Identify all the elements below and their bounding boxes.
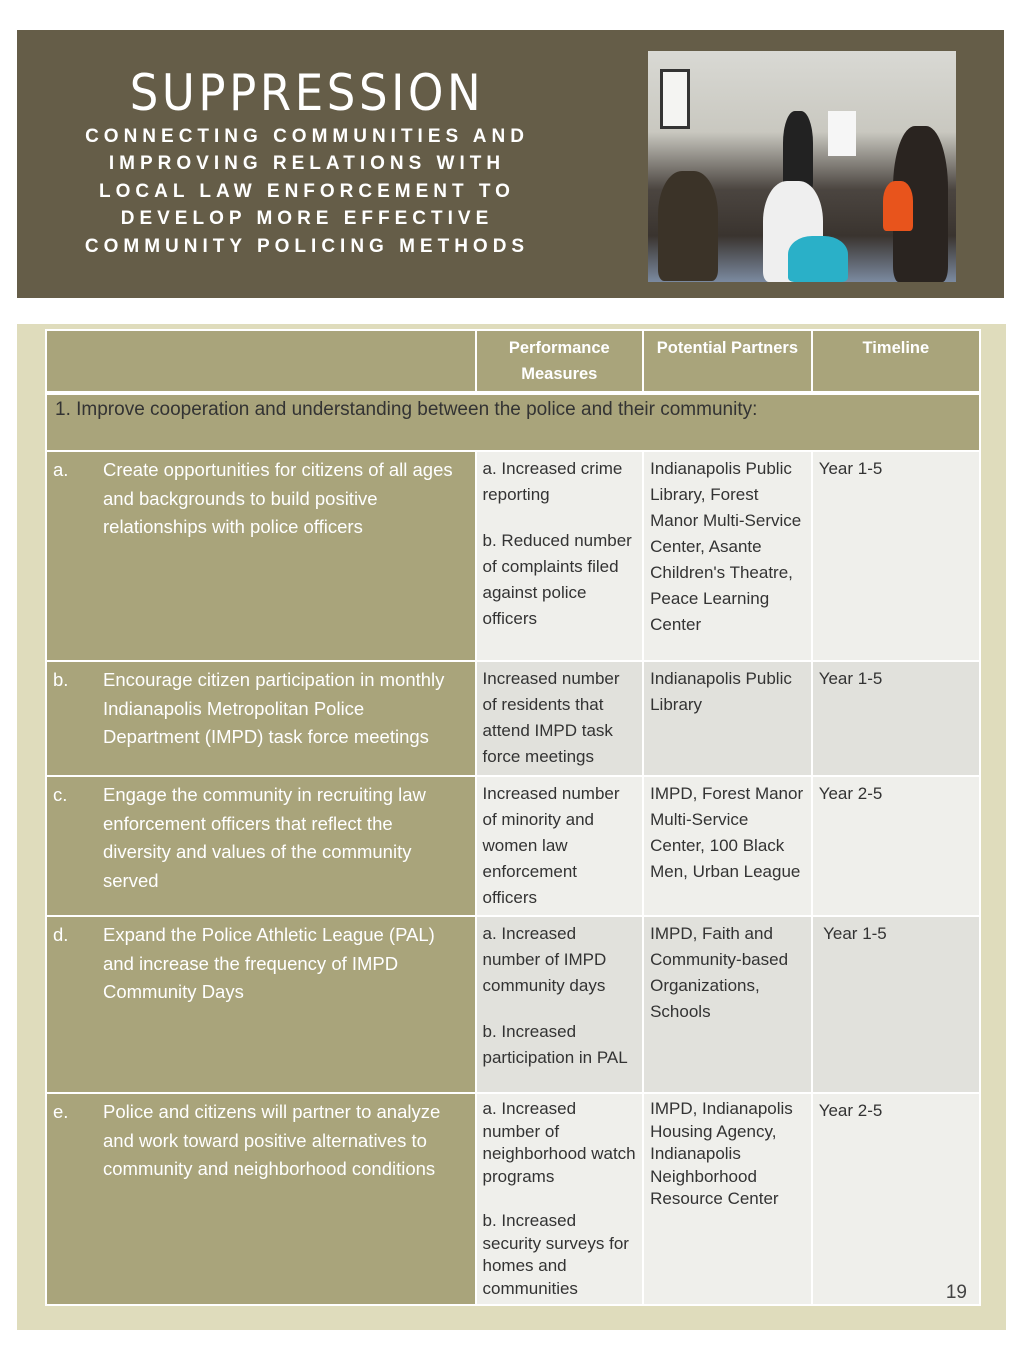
table-row — [46, 451, 980, 661]
measure-item: a. Increased number of IMPD community days — [482, 924, 607, 995]
strategy-cell — [46, 451, 476, 661]
timeline-cell: Year 2-5 — [812, 1093, 980, 1305]
partners-cell: IMPD, Forest Manor Multi-Service Center, 100 Black Men, Urban League — [643, 776, 812, 916]
measures-cell — [476, 661, 644, 776]
measure-item: b. Reduced number of complaints filed against police officers — [482, 531, 632, 628]
strategy-text: Encourage citizen participation in monthly Indianapolis Metropolitan Police Department (IMPD) task force meetings — [103, 669, 445, 748]
measure-item: Increased number of residents that attend IMPD task force meetings — [482, 669, 620, 766]
strategy-cell — [46, 776, 476, 916]
column-header-timeline: Timeline — [812, 330, 980, 393]
measure-item: a. Increased crime reporting — [482, 459, 623, 504]
timeline-cell: Year 1-5 — [812, 661, 980, 776]
measures-cell — [476, 451, 644, 661]
column-header-strategy — [46, 330, 476, 393]
table-header-row — [46, 330, 980, 393]
table-row — [46, 776, 980, 916]
strategy-table — [45, 329, 981, 1306]
measure-item: Increased number of minority and women law enforcement officers — [482, 784, 620, 907]
measures-cell — [476, 916, 644, 1093]
measures-cell — [476, 1093, 644, 1305]
column-header-measures: Performance Measures — [476, 330, 644, 393]
strategy-letter: b. — [53, 669, 69, 690]
table-row — [46, 661, 980, 776]
timeline-cell: Year 1-5 — [812, 916, 980, 1093]
partners-cell: IMPD, Indianapolis Housing Agency, Indianapolis Neighborhood Resource Center — [643, 1093, 812, 1305]
header-banner — [17, 30, 1004, 298]
page-subtitle: CONNECTING COMMUNITIES AND IMPROVING RELATIONS WITH LOCAL LAW ENFORCEMENT TO DEVELOP MORE EFFECTIVE COMMUNITY POLICING METHODS — [84, 126, 530, 257]
page-title: SUPPRESSION — [129, 64, 485, 122]
strategy-text: Engage the community in recruiting law enforcement officers that reflect the diversity and values of the community served — [103, 784, 426, 891]
timeline-cell: Year 1-5 — [812, 451, 980, 661]
strategy-letter: c. — [53, 784, 68, 805]
partners-cell: Indianapolis Public Library — [643, 661, 812, 776]
goal-row — [46, 393, 980, 451]
strategy-cell — [46, 916, 476, 1093]
partners-cell: IMPD, Faith and Community-based Organizations, Schools — [643, 916, 812, 1093]
strategy-letter: d. — [53, 924, 69, 945]
strategy-text: Police and citizens will partner to analyze and work toward positive alternatives to community and neighborhood conditions — [103, 1101, 441, 1180]
strategy-cell — [46, 1093, 476, 1305]
column-header-partners: Potential Partners — [643, 330, 812, 393]
strategy-letter: a. — [53, 459, 69, 480]
measures-cell — [476, 776, 644, 916]
strategy-text: Expand the Police Athletic League (PAL) and increase the frequency of IMPD Community Days — [103, 924, 435, 1003]
community-meeting-photo — [648, 51, 956, 282]
partners-cell: Indianapolis Public Library, Forest Manor Multi-Service Center, Asante Children's Theatre, Peace Learning Center — [643, 451, 812, 661]
strategy-letter: e. — [53, 1101, 69, 1122]
goal-text: 1. Improve cooperation and understanding between the police and their community: — [46, 393, 980, 451]
measure-item: b. Increased security surveys for homes and communities — [482, 1211, 629, 1298]
strategy-text: Create opportunities for citizens of all ages and backgrounds to build positive relationships with police officers — [103, 459, 453, 538]
strategy-cell — [46, 661, 476, 776]
table-row — [46, 916, 980, 1093]
measure-item: a. Increased number of neighborhood watch programs — [482, 1099, 636, 1186]
page-number: 19 — [945, 1282, 967, 1303]
timeline-cell: Year 2-5 — [812, 776, 980, 916]
table-row — [46, 1093, 980, 1305]
measure-item: b. Increased participation in PAL — [482, 1022, 628, 1067]
